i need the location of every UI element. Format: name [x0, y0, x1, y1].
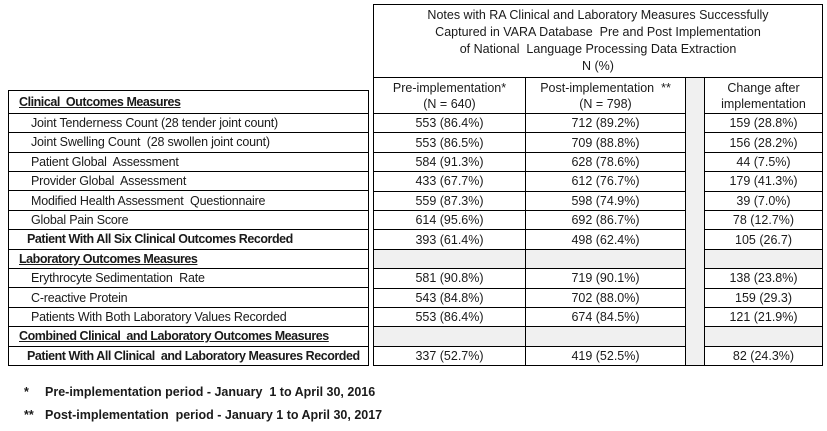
- change-column-header: [705, 78, 822, 114]
- pre-cell: 337 (52.7%): [415, 348, 484, 363]
- row-label: Patients With Both Laboratory Values Recorded: [9, 308, 368, 327]
- post-cell-section-blank: [526, 250, 685, 269]
- table-title: [373, 4, 823, 78]
- pre-cell: 543 (84.8%): [374, 289, 525, 308]
- separator-column: [685, 77, 705, 366]
- change-column-header-line2: implementation: [721, 96, 806, 111]
- change-cell-section-blank: [705, 250, 822, 269]
- section-row-laboratory: Laboratory Outcomes Measures: [9, 250, 368, 269]
- pre-cell: 553 (86.4%): [374, 114, 525, 133]
- post-cell: 612 (76.7%): [526, 172, 685, 191]
- pre-cell: 553 (86.4%): [374, 308, 525, 327]
- change-cell: 159 (28.8%): [705, 114, 822, 133]
- pre-cell: 581 (90.8%): [374, 269, 525, 288]
- footnote-marker: *: [24, 385, 29, 399]
- table-title-line: Captured in VARA Database Pre and Post Implementation: [435, 25, 761, 39]
- section-row-combined: Combined Clinical and Laboratory Outcomes Measures: [9, 327, 368, 346]
- pre-cell: 553 (86.5%): [374, 133, 525, 152]
- change-cell: 159 (29.3): [705, 289, 822, 308]
- measure-labels-column: [8, 90, 369, 366]
- change-cell: 44 (7.5%): [705, 153, 822, 172]
- footnote-text: Post-implementation period - January 1 to April 30, 2017: [45, 408, 383, 422]
- footnote-text: Pre-implementation period - January 1 to April 30, 2016: [45, 385, 376, 399]
- pre-cell: 584 (91.3%): [374, 153, 525, 172]
- footnote-pre-period: [24, 381, 382, 404]
- row-label: Patient Global Assessment: [9, 153, 368, 172]
- row-label: Global Pain Score: [9, 211, 368, 230]
- table-title-line: N (%): [582, 59, 614, 73]
- pre-cell: 393 (61.4%): [374, 230, 525, 249]
- footnote-post-period: [24, 404, 382, 427]
- pre-cell: 433 (67.7%): [374, 172, 525, 191]
- pre-implementation-column: [373, 77, 526, 366]
- row-label: C-reactive Protein: [9, 288, 368, 307]
- change-cell-section-blank: [705, 327, 822, 346]
- post-cell: 712 (89.2%): [526, 114, 685, 133]
- post-cell: 598 (74.9%): [526, 192, 685, 211]
- change-cell: 179 (41.3%): [705, 172, 822, 191]
- change-cell: 156 (28.2%): [705, 133, 822, 152]
- post-implementation-column: [525, 77, 686, 366]
- change-cell: 78 (12.7%): [705, 211, 822, 230]
- post-cell: 498 (62.4%): [526, 230, 685, 249]
- change-cell: 121 (21.9%): [705, 308, 822, 327]
- post-cell: 702 (88.0%): [526, 289, 685, 308]
- post-column-header-title: Post-implementation **: [540, 80, 671, 95]
- row-label-total: Patient With All Six Clinical Outcomes Recorded: [9, 230, 368, 249]
- post-column-header: [526, 78, 685, 114]
- footnote-marker: **: [24, 408, 34, 422]
- pre-column-header-title: Pre-implementation*: [392, 80, 507, 95]
- pre-column-header: [374, 78, 525, 114]
- pre-cell-section-blank: [374, 250, 525, 269]
- row-label: Joint Swelling Count (28 swollen joint count): [9, 133, 368, 152]
- pre-cell: 614 (95.6%): [374, 211, 525, 230]
- change-column-header-line1: Change after: [727, 80, 800, 95]
- row-label-total: Patient With All Clinical and Laboratory Measures Recorded: [27, 348, 360, 363]
- row-label: Erythrocyte Sedimentation Rate: [9, 269, 368, 288]
- pre-cell: 559 (87.3%): [374, 192, 525, 211]
- post-cell-section-blank: [526, 327, 685, 346]
- change-after-column: [704, 77, 823, 366]
- pre-cell-section-blank: [374, 327, 525, 346]
- change-cell: 82 (24.3%): [732, 348, 795, 363]
- post-cell: 692 (86.7%): [526, 211, 685, 230]
- post-cell: 674 (84.5%): [526, 308, 685, 327]
- change-cell: 105 (26.7): [705, 230, 822, 249]
- table-title-line: of National Language Processing Data Extraction: [459, 42, 737, 56]
- pre-column-header-n: (N = 640): [423, 96, 476, 111]
- row-label: Modified Health Assessment Questionnaire: [9, 191, 368, 210]
- post-cell: 709 (88.8%): [526, 133, 685, 152]
- post-cell: 419 (52.5%): [571, 348, 640, 363]
- post-column-header-n: (N = 798): [579, 96, 632, 111]
- post-cell: 719 (90.1%): [526, 269, 685, 288]
- section-row-clinical: Clinical Outcomes Measures: [9, 91, 368, 114]
- post-cell: 628 (78.6%): [526, 153, 685, 172]
- change-cell: 39 (7.0%): [705, 192, 822, 211]
- row-label: Joint Tenderness Count (28 tender joint count): [9, 114, 368, 133]
- row-label: Provider Global Assessment: [9, 172, 368, 191]
- table-title-line: Notes with RA Clinical and Laboratory Measures Successfully: [427, 8, 769, 22]
- footnotes: [24, 381, 382, 427]
- change-cell: 138 (23.8%): [705, 269, 822, 288]
